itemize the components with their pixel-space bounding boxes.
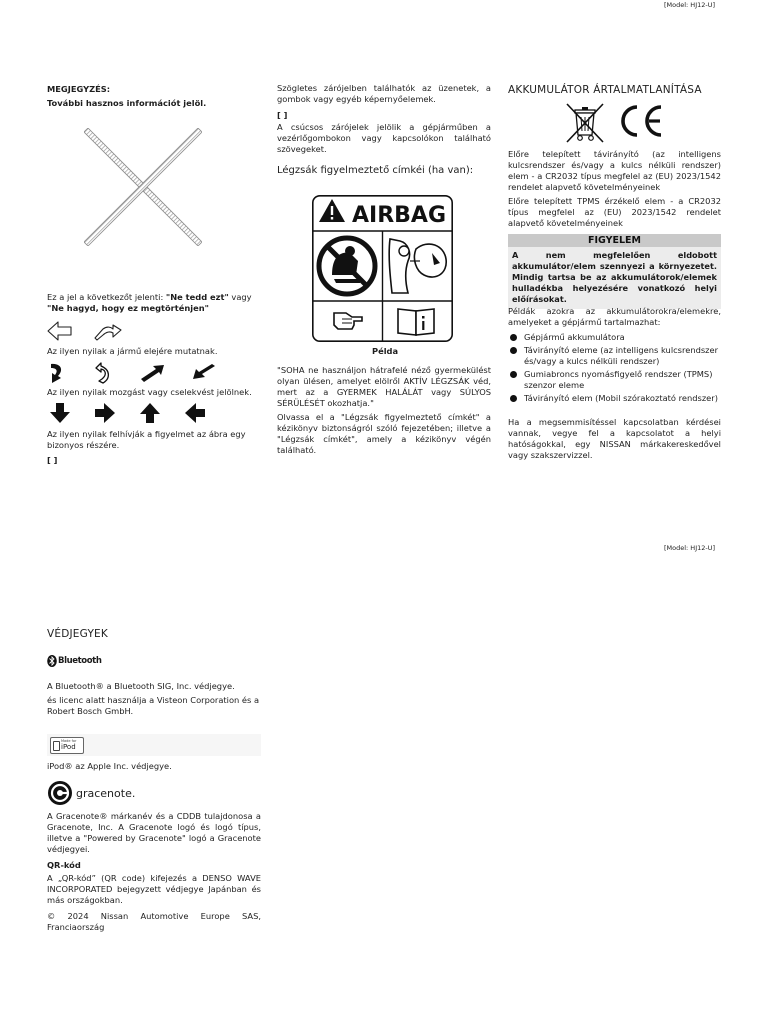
figyelem-box xyxy=(508,234,721,309)
bluetooth-logo: Bluetooth xyxy=(47,655,101,667)
do-not-x-icon xyxy=(84,128,202,246)
arrow-right-solid-icon xyxy=(94,402,116,424)
bluetooth-icon xyxy=(47,655,57,667)
qr-heading: QR-kód xyxy=(47,860,81,870)
arrow-curved-outline-icon xyxy=(93,320,123,342)
arrows-attention-text: Az ilyen nyilak felhívják a figyelmet az ábra egy bizonyos részére. xyxy=(47,429,246,450)
airbag-warning-label xyxy=(312,195,453,342)
attention-arrows-row xyxy=(49,402,206,424)
outline-arrows-row xyxy=(47,320,123,342)
arrow-left-outline-icon xyxy=(47,320,73,342)
battery-closing: Ha a megsemmisítéssel kapcsolatban kérdései vannak, vegye fel a kapcsolatot a helyi hatóságokkal, egy NISSAN márkakereskedővel vagy szakszervizzel. xyxy=(508,417,721,460)
ipod-logo-strip xyxy=(47,734,261,756)
airbag-read-text: Olvassa el a "Légzsák figyelmeztető címkét" a kézikönyv biztonságról szóló fejezetében; illetve a "Légzsák címkét", amely a kézikönyv végén található. xyxy=(277,412,491,455)
gracenote-logo: gracenote. xyxy=(47,780,135,806)
gracenote-trademark-text: A Gracenote® márkanév és a CDDB tulajdonosa a Gracenote, Inc. A Gracenote logó és logó típus, illetve a "Powered by Gracenote" logó a Gracenote védjegyei. xyxy=(47,811,261,854)
list-item: Gépjármű akkumulátora xyxy=(508,332,721,343)
note-title: MEGJEGYZÉS: xyxy=(47,84,111,94)
ce-mark-icon xyxy=(617,104,665,138)
note-text: További hasznos információt jelöl. xyxy=(47,98,207,108)
no-child-seat-icon xyxy=(319,238,375,294)
battery-bullet-list xyxy=(508,332,721,406)
arrows-front-text: Az ilyen nyilak a jármű elejére mutatnak. xyxy=(47,346,218,356)
note-block xyxy=(47,84,262,109)
bluetooth-trademark-text: A Bluetooth® a Bluetooth SIG, Inc. védjegye. xyxy=(47,681,235,691)
x-meaning: Ez a jel a következőt jelenti: "Ne tedd ezt" vagy "Ne hagyd, hogy ez megtörténjen" xyxy=(47,292,252,313)
figyelem-title: FIGYELEM xyxy=(508,234,721,247)
qr-trademark-text: A „QR-kód” (QR code) kifejezés a DENSO WAVE INCORPORATED bejegyzett védjegye Japánban és más országokban. xyxy=(47,873,261,905)
bracket-label-col1: [ ] xyxy=(47,455,58,465)
airbag-heading: Légzsák figyelmeztető címkéi (ha van): xyxy=(277,165,474,176)
list-item: Távirányító eleme (az intelligens kulcsrendszer és/vagy a kulcs nélküli rendszer) xyxy=(508,345,721,367)
move-arrows-row xyxy=(47,362,217,384)
curved-arrow-down-icon xyxy=(47,362,67,384)
arrow-left-solid-icon xyxy=(184,402,206,424)
angle-bracket-text: A csúcsos zárójelek jelölik a gépjárműben a vezérlőgombokon vagy kapcsolókon található szövegeket. xyxy=(277,122,491,154)
battery-disposal-heading: AKKUMULÁTOR ÁRTALMATLANÍTÁSA xyxy=(508,84,702,96)
copyright-text: © 2024 Nissan Automotive Europe SAS, Franciaország xyxy=(47,911,261,932)
ipod-trademark-text: iPod® az Apple Inc. védjegye. xyxy=(47,761,172,771)
bluetooth-license-text: és licenc alatt használja a Visteon Corporation és a Robert Bosch GmbH. xyxy=(47,695,260,716)
model-label-mid: [Model: HJ12-U] xyxy=(664,544,716,552)
airbag-label-text: AIRBAG xyxy=(352,203,447,228)
battery-para-tpms: Előre telepített TPMS érzékelő elem - a CR2032 típus megfelel az (EU) 2023/1542 rendelet alapvető követelményeinek xyxy=(508,196,721,228)
arrow-up-solid-icon xyxy=(139,402,161,424)
battery-examples-intro: Példák azokra az akkumulátorokra/elemekre, amelyeket a gépjármű tartalmazhat: xyxy=(508,306,721,327)
example-caption: Példa xyxy=(372,346,399,356)
model-label-top: [Model: HJ12-U] xyxy=(664,1,716,9)
ipod-badge: Made for iPod xyxy=(50,737,84,754)
list-item: Távirányító elem (Mobil szórakoztató rendszer) xyxy=(508,393,721,404)
trademarks-heading: VÉDJEGYEK xyxy=(47,628,108,640)
arrow-down-solid-icon xyxy=(49,402,71,424)
figyelem-text: A nem megfelelően eldobott akkumulátor/elem szennyezi a környezetet. Mindig tartsa be az akkumulátorok/elemek hulladékba helyezésére vonatkozó helyi előírásokat. xyxy=(508,247,721,309)
list-item: Gumiabroncs nyomásfigyelő rendszer (TPMS) szenzor eleme xyxy=(508,369,721,391)
ipod-device-icon xyxy=(53,741,60,751)
bracket-label-col2: [ ] xyxy=(277,110,288,120)
gracenote-icon xyxy=(47,780,73,806)
airbag-warning-quote: "SOHA ne használjon hátrafelé néző gyermekülést olyan ülésen, amelyet elölről AKTÍV LÉGZSÁK véd, mert az a GYERMEK HALÁLÁT vagy SÚLYOS SÉRÜLÉSÉT okozhatja." xyxy=(277,365,491,408)
diagonal-arrow-down-left-icon xyxy=(191,363,217,383)
crossed-bin-icon xyxy=(563,101,607,145)
curved-arrow-return-icon xyxy=(93,362,113,384)
manual-book-icon xyxy=(398,309,434,335)
arrows-move-text: Az ilyen nyilak mozgást vagy cselekvést jelölnek. xyxy=(47,387,252,397)
diagonal-arrow-up-right-icon xyxy=(139,363,165,383)
battery-para-remote: Előre telepített távirányító (az intelligens kulcsrendszer és/vagy a kulcs nélküli rendszer) elem - a CR2032 típus megfelel az (EU) 2023/1542 rendelet alapvető követelményeinek xyxy=(508,149,721,192)
bracket-text: Szögletes zárójelben találhatók az üzenetek, a gombok vagy egyéb képernyőelemek. xyxy=(277,83,491,104)
